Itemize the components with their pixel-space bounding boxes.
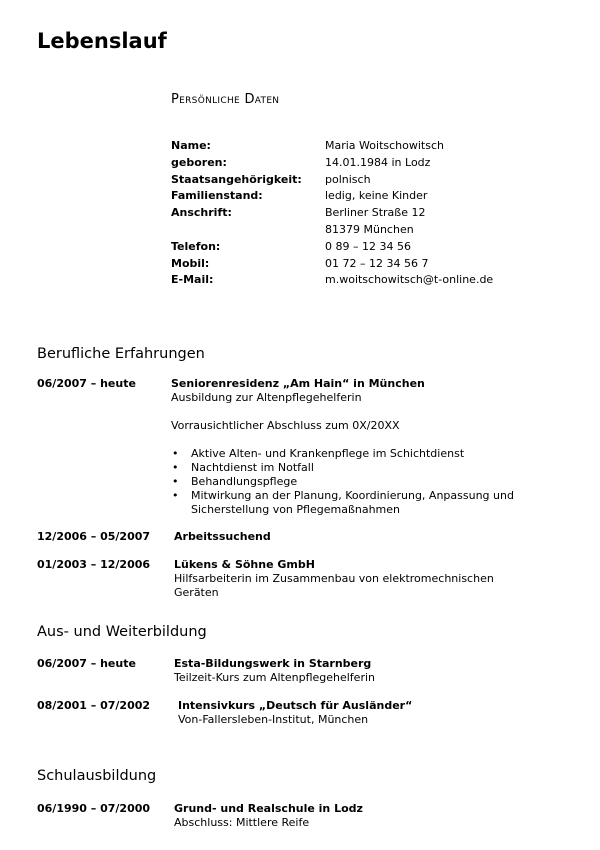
entry-body	[174, 558, 524, 600]
entry-date: 12/2006 – 05/2007	[37, 530, 151, 543]
entry-title: Seniorenresidenz „Am Hain“ in München	[171, 377, 425, 390]
bullet-item: • Behandlungspflege	[171, 475, 591, 489]
entry-title: Intensivkurs „Deutsch für Ausländer“	[178, 699, 413, 712]
personal-row-phone	[171, 239, 493, 256]
personal-row-mobile	[171, 256, 493, 273]
bullet-item: • Mitwirkung an der Planung, Koordinierung, Anpassung und Sicherstellung von Pflegemaßnahmen	[171, 489, 551, 517]
personal-value: Maria Woitschowitsch	[325, 139, 444, 152]
personal-value: 0 89 – 12 34 56	[325, 239, 411, 253]
personal-label: Anschrift:	[171, 206, 232, 220]
personal-label: Staatsangehörigkeit:	[171, 172, 302, 186]
entry-title: Esta-Bildungswerk in Starnberg	[174, 657, 372, 670]
section-heading-work: Berufliche Erfahrungen	[37, 346, 205, 362]
entry-body	[171, 377, 591, 517]
personal-label: geboren:	[171, 155, 227, 169]
entry-date: 08/2001 – 07/2002	[37, 699, 151, 712]
entry-title: Arbeitssuchend	[174, 530, 271, 543]
entry-subtitle: Teilzeit-Kurs zum Altenpflegehelferin	[174, 671, 376, 684]
entry-note: Vorrausichtlicher Abschluss zum 0X/20XX	[171, 419, 400, 432]
bullet-item: • Aktive Alten- und Krankenpflege im Schichtdienst	[171, 447, 591, 461]
entry-title: Lükens & Söhne GmbH	[174, 558, 315, 571]
section-heading-school: Schulausbildung	[37, 768, 157, 784]
entry-body	[174, 802, 594, 830]
entry-body	[174, 657, 594, 685]
entry-bullet-list	[171, 447, 591, 517]
entry-subtitle: Hilfsarbeiterin im Zusammenbau von elektromechnischen Geräten	[174, 572, 494, 599]
personal-label: Familienstand:	[171, 189, 263, 203]
entry-body	[178, 699, 598, 727]
personal-value: 81379 München	[325, 222, 414, 236]
entry-body	[174, 530, 594, 544]
personal-row-address-city	[171, 222, 493, 239]
entry-subtitle: Ausbildung zur Altenpflegehelferin	[171, 391, 362, 404]
personal-row-nationality	[171, 172, 493, 189]
personal-row-address	[171, 205, 493, 222]
personal-data-heading: Persönliche Daten	[171, 92, 280, 107]
entry-date: 01/2003 – 12/2006	[37, 558, 151, 571]
bullet-item: • Nachtdienst im Notfall	[171, 461, 591, 475]
personal-label: Name:	[171, 139, 211, 152]
personal-value: ledig, keine Kinder	[325, 189, 428, 203]
entry-date: 06/2007 – heute	[37, 657, 136, 670]
personal-label	[171, 222, 325, 239]
personal-label: Telefon:	[171, 239, 221, 253]
section-heading-education: Aus- und Weiterbildung	[37, 624, 207, 640]
personal-value: m.woitschowitsch@t-online.de	[325, 273, 494, 287]
personal-value: Berliner Straße 12	[325, 206, 426, 220]
personal-label: Mobil:	[171, 256, 210, 270]
personal-row-email	[171, 272, 493, 289]
entry-subtitle: Abschluss: Mittlere Reife	[174, 816, 310, 829]
entry-date: 06/2007 – heute	[37, 377, 136, 390]
document-title: Lebenslauf	[37, 29, 167, 53]
personal-row-born	[171, 155, 493, 172]
entry-subtitle: Von-Fallersleben-Institut, München	[178, 713, 369, 726]
personal-value: 14.01.1984 in Lodz	[325, 155, 431, 169]
personal-label: E-Mail:	[171, 273, 214, 287]
personal-value: polnisch	[325, 172, 371, 186]
entry-date: 06/1990 – 07/2000	[37, 802, 151, 815]
personal-value: 01 72 – 12 34 56 7	[325, 256, 429, 270]
entry-title: Grund- und Realschule in Lodz	[174, 802, 363, 815]
personal-row-family	[171, 188, 493, 205]
personal-row-name	[171, 138, 493, 155]
personal-data-table	[171, 138, 493, 289]
